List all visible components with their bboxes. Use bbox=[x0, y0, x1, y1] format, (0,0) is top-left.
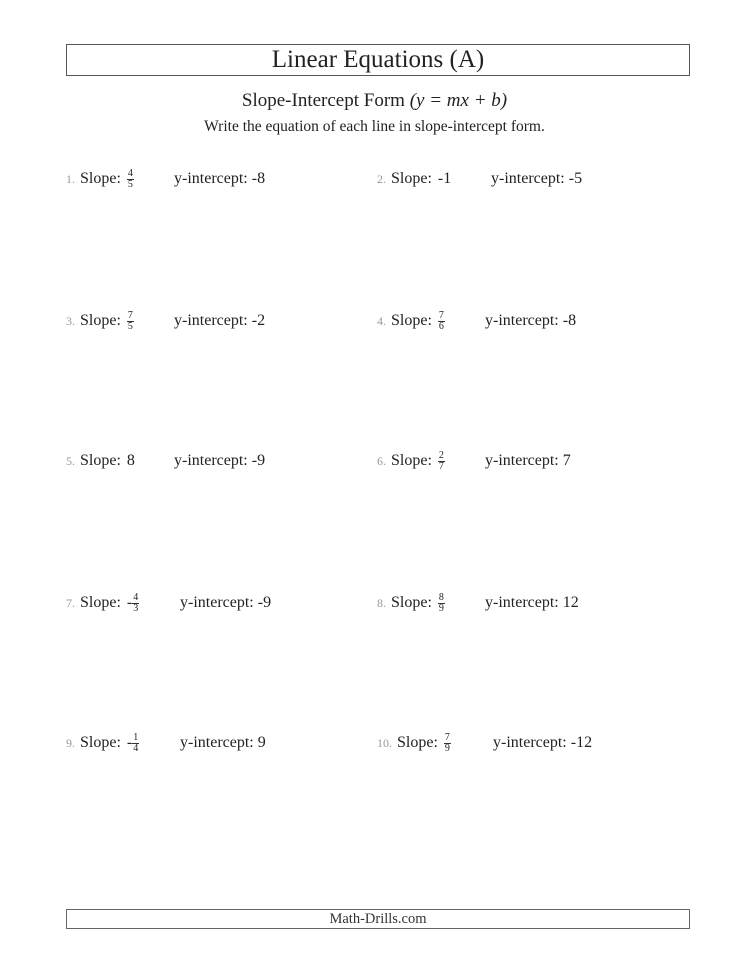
problem-7 bbox=[66, 590, 356, 616]
y-intercept-label: y-intercept: bbox=[491, 170, 565, 187]
worksheet-title bbox=[66, 44, 690, 76]
y-intercept bbox=[180, 594, 271, 612]
y-intercept-value: 7 bbox=[562, 452, 571, 469]
slope-numerator: 7 bbox=[438, 309, 444, 321]
problem-number: 7. bbox=[66, 595, 75, 610]
problem-number: 6. bbox=[377, 453, 386, 468]
instructions: Write the equation of each line in slope-intercept form. bbox=[204, 118, 545, 135]
problem-8 bbox=[377, 590, 677, 616]
y-intercept bbox=[180, 734, 266, 752]
slope-sign: - bbox=[126, 594, 133, 611]
slope-numerator: 7 bbox=[127, 309, 133, 321]
y-intercept bbox=[491, 170, 582, 188]
y-intercept bbox=[485, 452, 571, 470]
y-intercept-label: y-intercept: bbox=[180, 734, 254, 751]
y-intercept-label: y-intercept: bbox=[485, 594, 559, 611]
slope-label: Slope: bbox=[80, 452, 121, 469]
slope-fraction bbox=[438, 593, 445, 614]
slope-fraction bbox=[444, 733, 451, 754]
slope-denominator: 5 bbox=[127, 178, 133, 190]
y-intercept-label: y-intercept: bbox=[174, 170, 248, 187]
y-intercept bbox=[485, 594, 579, 612]
slope-label: Slope: bbox=[80, 312, 121, 329]
problem-number: 4. bbox=[377, 313, 386, 328]
y-intercept-label: y-intercept: bbox=[174, 312, 248, 329]
slope-denominator: 3 bbox=[133, 602, 139, 614]
slope-numerator: 7 bbox=[444, 731, 450, 743]
y-intercept bbox=[485, 312, 576, 330]
y-intercept-value: -9 bbox=[251, 452, 266, 469]
problem-number: 5. bbox=[66, 453, 75, 468]
footer-site: Math-Drills.com bbox=[329, 910, 427, 927]
problem-6 bbox=[377, 448, 677, 474]
y-intercept-value: 12 bbox=[562, 594, 579, 611]
slope-fraction bbox=[127, 169, 134, 190]
slope-fraction bbox=[132, 593, 139, 614]
slope-denominator: 6 bbox=[438, 320, 444, 332]
slope-numerator: 8 bbox=[438, 591, 444, 603]
y-intercept-value: -8 bbox=[251, 170, 266, 187]
y-intercept bbox=[174, 452, 265, 470]
slope-numerator: 4 bbox=[133, 591, 139, 603]
slope-label: Slope: bbox=[391, 594, 432, 611]
slope-denominator: 4 bbox=[133, 742, 139, 754]
problem-3 bbox=[66, 308, 356, 334]
slope-label: Slope: bbox=[391, 312, 432, 329]
y-intercept-label: y-intercept: bbox=[174, 452, 248, 469]
slope-denominator: 7 bbox=[438, 460, 444, 472]
slope-label: Slope: bbox=[80, 594, 121, 611]
problem-4 bbox=[377, 308, 677, 334]
slope-denominator: 5 bbox=[127, 320, 133, 332]
slope-denominator: 9 bbox=[438, 602, 444, 614]
y-intercept-label: y-intercept: bbox=[493, 734, 567, 751]
slope-numerator: 2 bbox=[438, 449, 444, 461]
y-intercept-value: -12 bbox=[570, 734, 593, 751]
footer bbox=[66, 909, 690, 929]
y-intercept-value: -8 bbox=[562, 312, 577, 329]
slope-numerator: 4 bbox=[127, 167, 133, 179]
slope-label: Slope: bbox=[80, 170, 121, 187]
title-text: Linear Equations (A) bbox=[271, 46, 485, 73]
slope-fraction bbox=[438, 311, 445, 332]
problem-10 bbox=[377, 730, 677, 756]
problem-5 bbox=[66, 448, 356, 474]
problem-number: 10. bbox=[377, 735, 392, 750]
y-intercept-label: y-intercept: bbox=[485, 312, 559, 329]
worksheet-subtitle bbox=[0, 90, 749, 112]
y-intercept bbox=[174, 312, 265, 330]
slope-label: Slope: bbox=[391, 452, 432, 469]
problem-9 bbox=[66, 730, 356, 756]
problem-number: 1. bbox=[66, 171, 75, 186]
slope-label: Slope: bbox=[391, 170, 432, 187]
y-intercept-value: 9 bbox=[257, 734, 266, 751]
y-intercept bbox=[493, 734, 592, 752]
problem-number: 8. bbox=[377, 595, 386, 610]
y-intercept-label: y-intercept: bbox=[180, 594, 254, 611]
slope-value: 8 bbox=[126, 452, 135, 469]
y-intercept-label: y-intercept: bbox=[485, 452, 559, 469]
problem-number: 2. bbox=[377, 171, 386, 186]
slope-fraction bbox=[132, 733, 139, 754]
slope-fraction bbox=[438, 451, 445, 472]
slope-denominator: 9 bbox=[444, 742, 450, 754]
problem-number: 3. bbox=[66, 313, 75, 328]
subtitle-text: Slope-Intercept Form bbox=[241, 90, 410, 111]
slope-label: Slope: bbox=[397, 734, 438, 751]
slope-value: -1 bbox=[437, 170, 452, 187]
y-intercept bbox=[174, 170, 265, 188]
y-intercept-value: -5 bbox=[568, 170, 583, 187]
y-intercept-value: -2 bbox=[251, 312, 266, 329]
slope-sign: - bbox=[126, 734, 133, 751]
y-intercept-value: -9 bbox=[257, 594, 272, 611]
subtitle-formula: (y = mx + b) bbox=[409, 90, 508, 111]
problem-number: 9. bbox=[66, 735, 75, 750]
slope-label: Slope: bbox=[80, 734, 121, 751]
problem-1 bbox=[66, 166, 356, 192]
slope-fraction bbox=[127, 311, 134, 332]
slope-numerator: 1 bbox=[133, 731, 139, 743]
problem-2 bbox=[377, 166, 677, 192]
